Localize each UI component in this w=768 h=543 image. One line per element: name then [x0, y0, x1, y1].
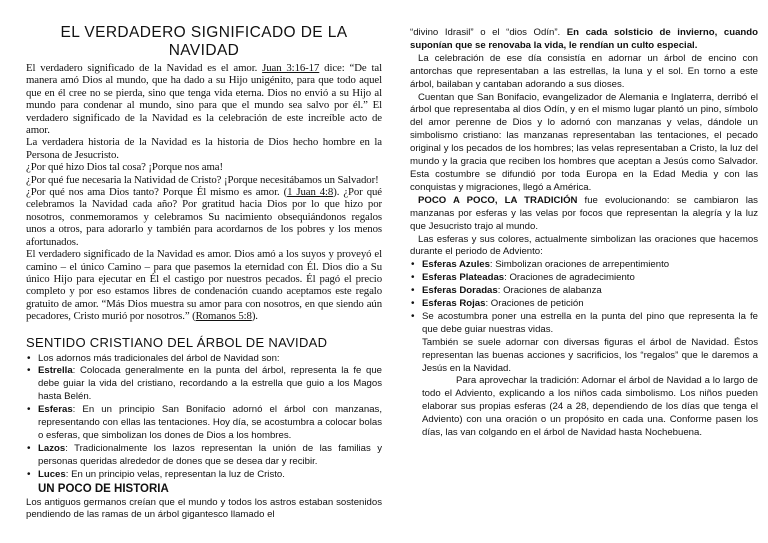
list-item: • Luces: En un principio velas, representan la luz de Cristo. — [26, 469, 382, 482]
intro-section — [26, 62, 382, 323]
list-item: • Se acostumbra poner una estrella en la punta del pino que representa la fe que debe guiar nuestras vidas. — [410, 311, 758, 337]
history-paragraph-2: La celebración de ese día consistía en adornar un árbol de encino con antorchas que representaban a las estrellas, la luna y el sol. En torno a este árbol, bailaban y cantaban adorando a sus dioses. — [410, 52, 758, 90]
right-column — [410, 0, 758, 440]
history-continued — [410, 27, 758, 440]
list-item: • Esferas: En un principio San Bonifacio adornó el árbol con manzanas, representando con ellas las tentaciones. Hoy día, se acostumbra a colocar bolas o esferas, que simbolizan los dones de Dios a los hombres. — [26, 404, 382, 443]
intro-paragraph-2: La verdadera historia de la Navidad es la historia de Dios hecho hombre en la Persona de Jesucristo. — [26, 136, 382, 161]
intro-paragraph-3: El verdadero significado de la Navidad es amor. Dios amó a los suyos y proveyó el camino – el único Camino – para que pasemos la eternidad con Él. Dios dio a Su único Hijo para ejecutar en Él el castigo por nuestros pecados. Él pagó el precio completo y por eso estamos libres de condenación cuando aceptamos este regalo gratuito de amor. “Más Dios muestra su amor para con nosotros, en que siendo aún pecadores, Cristo murió por nosotros.” (Romanos 5:8). — [26, 248, 382, 323]
list-item: • Esferas Doradas: Oraciones de alabanza — [410, 285, 758, 298]
left-column — [26, 0, 382, 522]
sphere-color-list — [410, 259, 758, 336]
tree-section-heading: SENTIDO CRISTIANO DEL ÁRBOL DE NAVIDAD — [26, 334, 328, 350]
history-paragraph-6: También se suele adornar con diversas figuras el árbol de Navidad. Éstos representan las buenas acciones y sacrificios, los “regalos” que le daremos a Jesús en la Navidad. — [422, 336, 758, 374]
list-item: • Lazos: Tradicionalmente los lazos representan la unión de las familias y personas queridas alrededor de dones que se desea dar y recibir. — [26, 443, 382, 469]
list-item: • Estrella: Colocada generalmente en la punta del árbol, representa la fe que debe guiar la vida del cristiano, recordando a la estrella que guio a los Magos hasta Belén. — [26, 365, 382, 404]
document-title: EL VERDADERO SIGNIFICADO DE LA NAVIDAD — [60, 24, 348, 59]
intro-paragraph-1: El verdadero significado de la Navidad es el amor. Juan 3:16-17 dice: “De tal manera amó Dios al mundo, que ha dado a su Hijo unigénito, para que todo aquel que en él cree no se pierda, sino que tenga vida eterna. Dios no envió a su Hijo al mundo para condenar al mundo, sino para que el mundo sea salvo por él.” El verdadero significado de la Navidad es la celebración de este increíble acto de amor. — [26, 62, 382, 137]
ornament-list — [26, 353, 382, 482]
bible-reference-romanos-5-8: Romanos 5:8 — [195, 310, 252, 323]
question-2: ¿Por qué fue necesaria la Natividad de Cristo? ¡Porque necesitábamos un Salvador! — [26, 173, 379, 186]
bible-reference-1-juan-4-8: 1 Juan 4:8 — [287, 186, 334, 199]
history-paragraph-5: Las esferas y sus colores, actualmente simbolizan las oraciones que hacemos durante el periodo de Adviento: — [410, 233, 758, 258]
history-heading: UN POCO DE HISTORIA — [38, 482, 169, 495]
history-paragraph-1: Los antiguos germanos creían que el mundo y todos los astros estaban sostenidos pendiendo de las ramas de un árbol gigantesco llamado el — [26, 496, 382, 521]
history-paragraph-7: Para aprovechar la tradición: Adornar el árbol de Navidad a lo largo de todo el Adviento, explicando a los niños cada simbolismo. Los niños pueden elaborar sus propias esferas (24 a 28, dependiendo de los días que tenga el Adviento) con una oración o un propósito en cada una. Conforme pasen los días, las van colgando en el árbol de Navidad hasta Nochebuena. — [422, 375, 758, 439]
tree-section — [26, 353, 382, 523]
list-item: • Esferas Azules: Simbolizan oraciones de arrepentimiento — [410, 259, 758, 272]
history-paragraph-1-continued: “divino Idrasil” o el “dios Odín”. En cada solsticio de invierno, cuando suponían que se renovaba la vida, le rendían un culto especial. — [410, 27, 758, 51]
history-paragraph-4: POCO A POCO, LA TRADICIÓN fue evolucionando: se cambiaron las manzanas por esferas y las velas por focos que representan la alegría y la luz que Jesucristo trajo al mundo. — [410, 194, 758, 232]
bible-reference-juan-3-16: Juan 3:16-17 — [262, 62, 320, 74]
list-item: • Esferas Plateadas: Oraciones de agradecimiento — [410, 272, 758, 285]
history-paragraph-3: Cuentan que San Bonifacio, evangelizador de Alemania e Inglaterra, derribó el árbol que representaba al dios Odín, y en el mismo lugar plantó un pino, símbolo del amor perenne de Dios y lo adornó con manzanas y velas, dándole un simbolismo cristiano: las manzanas representaban las tentaciones, el pecado original y los pecados de los hombres; las velas representaban a Cristo, la luz del mundo y la gracia que reciben los hombres que aceptan a Jesús como Salvador. Esta costumbre se difundió por toda Europa en la Edad Media y con las conquistas y migraciones, llegó a América. — [410, 91, 758, 193]
list-item: • Esferas Rojas: Oraciones de petición — [410, 298, 758, 311]
list-item: • Los adornos más tradicionales del árbol de Navidad son: — [26, 353, 382, 366]
question-1: ¿Por qué hizo Dios tal cosa? ¡Porque nos ama! — [26, 161, 223, 174]
question-3: ¿Por qué nos ama Dios tanto? Porque Él mismo es amor. (1 Juan 4:8). ¿Por qué celebramos la Navidad cada año? Por gratitud hacia Dios por lo que hizo por nosotros, conmemoramos y celebramos Su nacimiento obsequiándonos regalos unos a otros, para adorarlo y también para acordarnos de los pobres y los menos afortunados. — [26, 186, 382, 248]
